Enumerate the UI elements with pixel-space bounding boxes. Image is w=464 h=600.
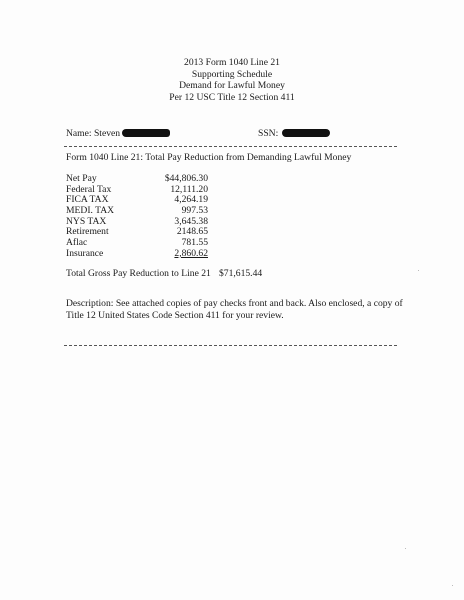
ssn-field xyxy=(258,128,330,139)
item-value: 3,645.38 xyxy=(174,215,208,227)
list-item xyxy=(66,249,276,260)
item-value: 781.55 xyxy=(181,237,208,249)
item-value: $44,806.30 xyxy=(164,173,208,184)
scan-speck xyxy=(452,585,453,586)
item-value: 2,860.62 xyxy=(174,247,208,259)
item-label: Insurance xyxy=(66,247,104,259)
description-line-1: Description: See attached copies of pay checks front and back. Also enclosed, a copy of xyxy=(66,298,403,309)
description-block xyxy=(66,298,406,321)
item-value: 4,264.19 xyxy=(174,194,208,206)
item-value: 2148.65 xyxy=(176,226,208,238)
header-line-form: 2013 Form 1040 Line 21 xyxy=(184,57,280,68)
item-label: Aflac xyxy=(66,237,88,249)
item-label: Federal Tax xyxy=(66,183,112,195)
deduction-list xyxy=(66,174,276,260)
document-header xyxy=(0,57,464,103)
schedule-subtitle: Form 1040 Line 21: Total Pay Reduction from Demanding Lawful Money xyxy=(66,152,352,163)
item-label: Net Pay xyxy=(66,173,97,184)
dashed-divider-bottom xyxy=(64,345,397,346)
ssn-label: SSN: xyxy=(258,128,279,139)
scan-speck xyxy=(418,270,419,271)
item-label: MEDI. TAX xyxy=(66,205,115,217)
name-field xyxy=(66,128,170,139)
item-value: 997.53 xyxy=(181,205,208,217)
header-line-schedule: Supporting Schedule xyxy=(191,68,273,80)
item-label: FICA TAX xyxy=(66,194,109,206)
header-line-statute: Per 12 USC Title 12 Section 411 xyxy=(169,91,295,103)
total-label: Total Gross Pay Reduction to Line 21 xyxy=(66,268,211,279)
ssn-redaction xyxy=(282,129,330,137)
item-label: Retirement xyxy=(66,226,109,238)
description-line-2: Title 12 United States Code Section 411 for your review. xyxy=(66,309,284,321)
item-value: 12,111.20 xyxy=(170,183,208,195)
list-item xyxy=(66,227,276,238)
name-redaction xyxy=(122,129,170,137)
total-value: $71,615.44 xyxy=(219,268,263,279)
name-label: Name: Steven xyxy=(66,128,121,139)
scan-speck xyxy=(405,548,406,549)
header-line-demand: Demand for Lawful Money xyxy=(179,80,285,91)
item-label: NYS TAX xyxy=(66,215,107,227)
dashed-divider-top xyxy=(64,146,397,147)
